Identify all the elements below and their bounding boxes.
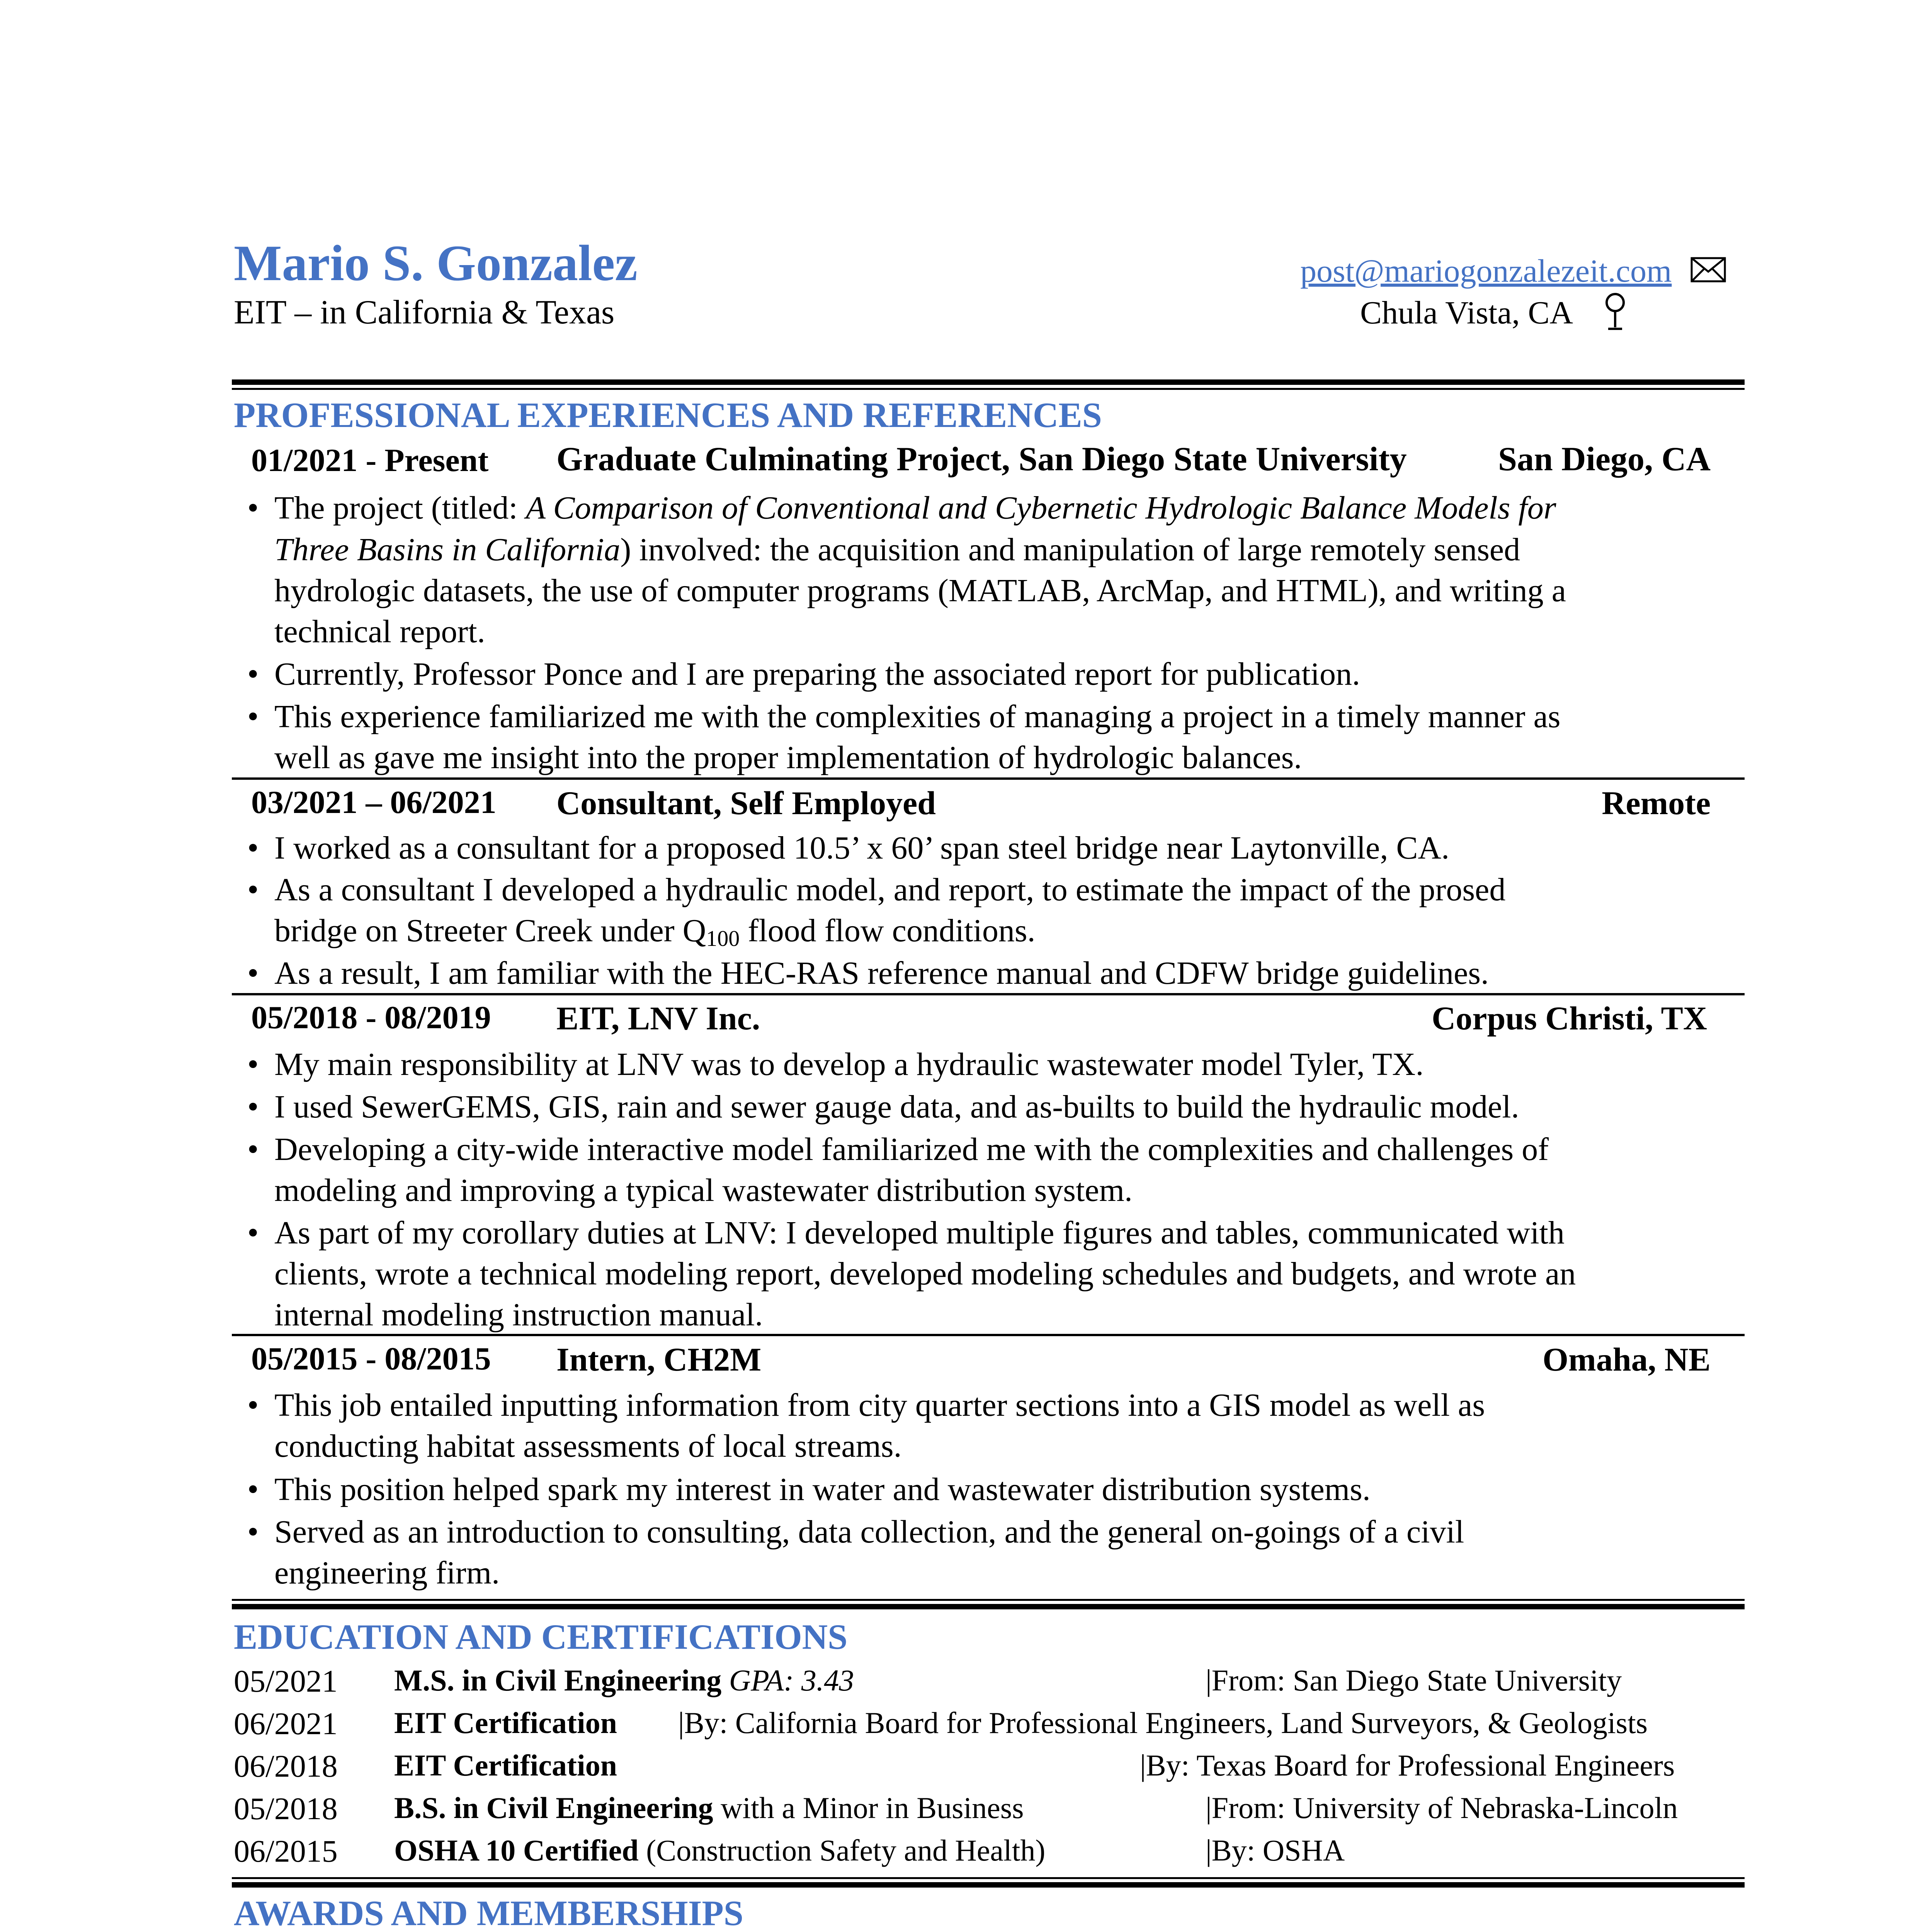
bullet-icon: •	[247, 656, 259, 692]
header-divider-thin	[232, 388, 1745, 390]
edu-date: 06/2018	[234, 1748, 338, 1784]
section-divider-thin	[232, 1877, 1745, 1879]
edu-degree: M.S. in Civil Engineering GPA: 3.43	[394, 1663, 854, 1697]
job-dates: 01/2021 - Present	[251, 442, 489, 478]
edu-date: 05/2021	[234, 1663, 338, 1699]
edu-source: |From: San Diego State University	[1206, 1663, 1622, 1697]
candidate-name: Mario S. Gonzalez	[234, 235, 638, 291]
awards-heading: AWARDS AND MEMBERSHIPS	[234, 1893, 743, 1932]
edu-source: |By: California Board for Professional Engineers, Land Surveyors, & Geologists	[678, 1706, 1648, 1740]
bullet-icon: •	[247, 1471, 259, 1507]
bullet-icon: •	[247, 872, 259, 908]
edu-date: 05/2018	[234, 1791, 338, 1826]
job-divider	[232, 1334, 1745, 1336]
edu-source: |By: OSHA	[1206, 1833, 1345, 1867]
bullet-icon: •	[247, 1514, 259, 1550]
bullet-icon: •	[247, 830, 259, 866]
job-title: EIT, LNV Inc.	[556, 1000, 760, 1037]
section-divider-thin	[232, 1599, 1745, 1601]
edu-date: 06/2015	[234, 1833, 338, 1869]
edu-source: |By: Texas Board for Professional Engineers	[1140, 1748, 1675, 1782]
location-pin-icon	[1604, 292, 1627, 334]
bullet-icon: •	[247, 1387, 259, 1423]
section-divider-thick	[232, 1882, 1745, 1888]
candidate-subtitle: EIT – in California & Texas	[234, 294, 615, 331]
job-location: Omaha, NE	[1543, 1341, 1711, 1378]
bullet-icon: •	[247, 1131, 259, 1167]
job-dates: 05/2018 - 08/2019	[251, 1000, 491, 1036]
job-location: San Diego, CA	[1498, 440, 1711, 478]
education-heading: EDUCATION AND CERTIFICATIONS	[234, 1617, 848, 1656]
bullet-icon: •	[247, 699, 259, 735]
bullet-icon: •	[247, 955, 259, 991]
edu-source: |From: University of Nebraska-Lincoln	[1206, 1791, 1678, 1825]
edu-degree: EIT Certification	[394, 1748, 617, 1782]
job-dates: 05/2015 - 08/2015	[251, 1341, 491, 1377]
bullet-icon: •	[247, 1046, 259, 1082]
envelope-icon	[1690, 257, 1726, 282]
edu-date: 06/2021	[234, 1706, 338, 1741]
job-location: Remote	[1602, 784, 1711, 821]
section-divider-thick	[232, 1604, 1745, 1609]
job-location: Corpus Christi, TX	[1432, 1000, 1707, 1037]
header-divider-thick	[232, 379, 1745, 385]
bullet-icon: •	[247, 1215, 259, 1251]
edu-degree: B.S. in Civil Engineering with a Minor in Business	[394, 1791, 1024, 1825]
email-link[interactable]: post@mariogonzalezeit.com	[1300, 253, 1672, 289]
location-text: Chula Vista, CA	[1360, 295, 1573, 331]
experience-heading: PROFESSIONAL EXPERIENCES AND REFERENCES	[234, 395, 1102, 435]
edu-degree: OSHA 10 Certified (Construction Safety and Health)	[394, 1833, 1046, 1867]
edu-degree: EIT Certification	[394, 1706, 617, 1740]
bullet-icon: •	[247, 490, 259, 526]
job-title: Graduate Culminating Project, San Diego State University	[556, 440, 1407, 478]
bullet-icon: •	[247, 1089, 259, 1125]
job-title: Intern, CH2M	[556, 1341, 762, 1378]
job-dates: 03/2021 – 06/2021	[251, 784, 497, 820]
job-divider	[232, 993, 1745, 995]
job-title: Consultant, Self Employed	[556, 784, 936, 821]
job-divider	[232, 777, 1745, 780]
